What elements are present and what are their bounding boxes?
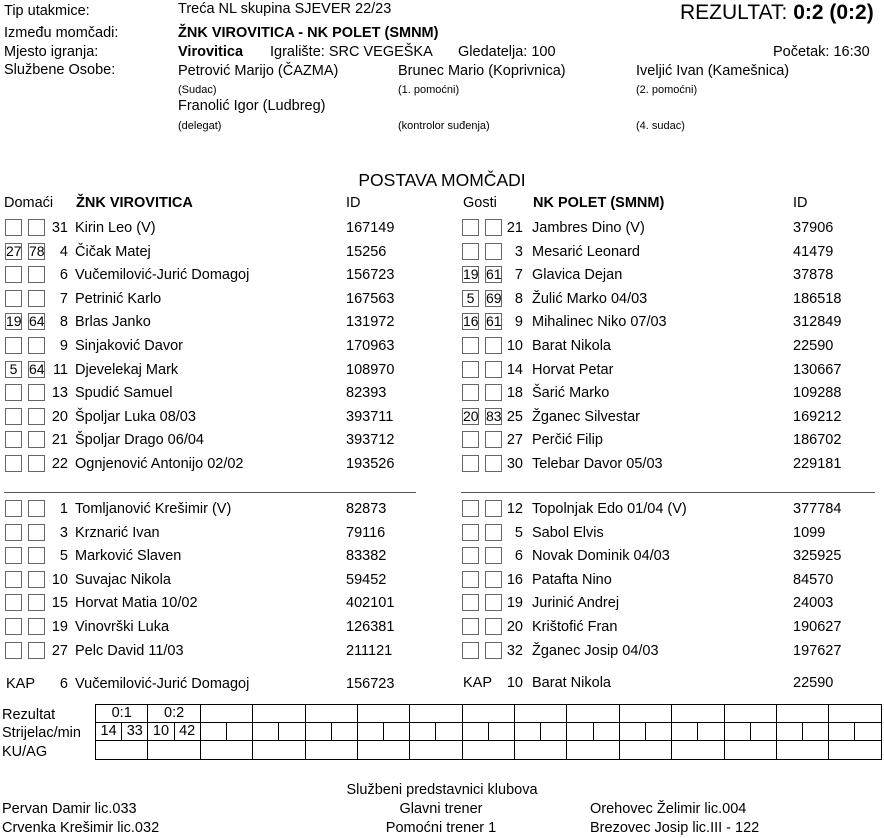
player-row xyxy=(0,524,884,544)
score-cell xyxy=(253,705,305,723)
player-id: 83382 xyxy=(346,548,387,565)
player-row xyxy=(0,290,884,310)
player-name: Žganec Josip 04/03 xyxy=(532,642,659,659)
player-id: 402101 xyxy=(346,595,395,612)
player-number: 10 xyxy=(506,338,523,354)
home-captain-label: KAP xyxy=(6,676,36,692)
player-name: Suvajac Nikola xyxy=(75,571,171,588)
player-row xyxy=(0,266,884,286)
scorer-minute-cell xyxy=(698,723,724,741)
sub-minute-box: 19 xyxy=(6,313,22,330)
score-cell xyxy=(410,705,462,723)
score-cell xyxy=(305,705,357,723)
scorer-number-cell xyxy=(829,723,855,741)
sub-minute-box xyxy=(485,219,502,236)
scorer-minute-cell: 33 xyxy=(122,723,148,741)
player-name: Krištofić Fran xyxy=(532,619,618,635)
player-id: 169212 xyxy=(793,408,842,425)
sub-minute-box xyxy=(485,243,502,260)
sub-minute-box: 61 xyxy=(486,313,502,330)
sub-minute-box: 27 xyxy=(6,242,22,259)
player-number: 1 xyxy=(59,501,68,517)
kuag-cell xyxy=(829,741,881,760)
scorer-minute-cell xyxy=(226,723,252,741)
home-assistant-coach: Crvenka Krešimir lic.032 xyxy=(2,820,160,836)
player-id: 393712 xyxy=(346,432,395,449)
player-id: 167563 xyxy=(346,290,395,307)
player-id: 82393 xyxy=(346,385,387,402)
sub-minute-box: 69 xyxy=(486,289,502,306)
player-number: 8 xyxy=(514,290,523,307)
player-number: 15 xyxy=(51,595,68,612)
player-number: 32 xyxy=(506,642,523,659)
player-id: 377784 xyxy=(793,501,842,517)
scorer-number-cell xyxy=(200,723,226,741)
player-name: Ognjenović Antonijo 02/02 xyxy=(75,456,244,472)
player-number: 20 xyxy=(51,408,68,425)
player-name: Šarić Marko xyxy=(532,385,610,402)
score-cell xyxy=(357,705,409,723)
home-captain-number: 6 xyxy=(59,676,68,692)
official-name: Brunec Mario (Koprivnica) xyxy=(398,63,566,79)
home-team-name: ŽNK VIROVITICA xyxy=(76,195,193,211)
away-assistant-coach: Brezovec Josip lic.III - 122 xyxy=(590,820,760,836)
player-name: Tomljanović Krešimir (V) xyxy=(75,501,232,517)
attendance: Gledatelja: 100 xyxy=(458,44,556,60)
player-number: 3 xyxy=(59,524,68,541)
scorer-number-cell xyxy=(305,723,331,741)
away-team-name: NK POLET (SMNM) xyxy=(533,195,665,211)
player-id: 37878 xyxy=(793,267,834,284)
sub-minute-box xyxy=(462,219,479,236)
player-id: 170963 xyxy=(346,338,395,354)
player-number: 21 xyxy=(506,220,523,236)
sub-minute-box xyxy=(462,455,479,472)
scorer-number-cell xyxy=(515,723,541,741)
match-type-value: Treća NL skupina SJEVER 22/23 xyxy=(178,1,392,17)
player-row xyxy=(0,384,884,404)
player-id: 156723 xyxy=(346,267,395,284)
between-teams-label: Između momčadi: xyxy=(4,25,119,41)
player-name: Mesarić Leonard xyxy=(532,243,640,260)
player-number: 5 xyxy=(59,548,68,565)
sub-minute-box xyxy=(462,524,479,541)
scorer-minute-cell xyxy=(279,723,305,741)
scorer-number-cell xyxy=(724,723,750,741)
player-name: Krznarić Ivan xyxy=(75,524,160,541)
sub-minute-box xyxy=(485,594,502,611)
player-name: Telebar Davor 05/03 xyxy=(532,456,663,472)
scorer-minute-cell xyxy=(645,723,671,741)
official-role: (1. pomoćni) xyxy=(398,84,460,96)
venue-label: Mjesto igranja: xyxy=(4,44,99,60)
score-cell xyxy=(829,705,881,723)
player-row xyxy=(0,219,884,239)
away-captain-number: 10 xyxy=(506,675,523,691)
scorer-number-cell: 10 xyxy=(148,723,174,741)
sub-minute-box xyxy=(485,337,502,354)
sub-minute-box xyxy=(462,337,479,354)
player-id: 41479 xyxy=(793,243,834,260)
score-cell xyxy=(724,705,776,723)
player-name: Čičak Matej xyxy=(75,243,151,260)
sub-minute-box xyxy=(485,618,502,635)
sub-minute-box xyxy=(462,618,479,635)
player-name: Perčić Filip xyxy=(532,432,603,449)
sub-minute-box xyxy=(485,524,502,541)
score-cell xyxy=(462,705,514,723)
player-name: Vinovrški Luka xyxy=(75,619,170,635)
player-id: 59452 xyxy=(346,571,387,588)
kuag-cell xyxy=(253,741,305,760)
player-id: 82873 xyxy=(346,501,387,517)
player-name: Špoljar Luka 08/03 xyxy=(75,408,196,425)
player-name: Novak Dominik 04/03 xyxy=(532,548,670,565)
player-name: Glavica Dejan xyxy=(532,267,623,284)
sub-minute-box xyxy=(462,642,479,659)
player-id: 109288 xyxy=(793,385,842,402)
player-id: 312849 xyxy=(793,314,842,331)
player-id: 167149 xyxy=(346,220,395,236)
scorer-minute-cell xyxy=(593,723,619,741)
role-head-coach: Glavni trener xyxy=(399,801,483,817)
player-number: 16 xyxy=(506,571,523,588)
official-name: Petrović Marijo (ČAZMA) xyxy=(178,63,339,79)
scorer-number-cell xyxy=(619,723,645,741)
sub-minute-box xyxy=(462,547,479,564)
sub-minute-box: 19 xyxy=(463,266,479,283)
officials-label: Službene Osobe: xyxy=(4,62,116,78)
player-number: 9 xyxy=(514,314,523,331)
away-id-header: ID xyxy=(793,195,808,211)
player-name: Brlas Janko xyxy=(75,314,151,331)
official-role: (Sudac) xyxy=(178,84,217,96)
sub-minute-box: 61 xyxy=(486,266,502,283)
player-number: 7 xyxy=(59,290,68,307)
player-id: 37906 xyxy=(793,220,834,236)
sub-minute-box xyxy=(462,431,479,448)
player-id: 22590 xyxy=(793,338,834,354)
scorer-minute-cell xyxy=(384,723,410,741)
sub-minute-box xyxy=(485,361,502,378)
player-id: 186702 xyxy=(793,432,842,449)
player-number: 11 xyxy=(52,361,68,378)
teams-value: ŽNK VIROVITICA - NK POLET (SMNM) xyxy=(178,25,439,41)
player-number: 14 xyxy=(506,361,523,378)
player-number: 12 xyxy=(506,501,523,517)
player-id: 190627 xyxy=(793,619,842,635)
home-divider xyxy=(4,492,416,493)
player-row xyxy=(0,547,884,567)
kuag-cell xyxy=(567,741,619,760)
player-row xyxy=(0,313,884,333)
away-captain-id: 22590 xyxy=(793,675,834,691)
kickoff-time: Početak: 16:30 xyxy=(773,44,870,60)
player-row xyxy=(0,408,884,428)
player-number: 6 xyxy=(514,548,523,565)
result-value: 0:2 (0:2) xyxy=(793,1,874,24)
player-number: 25 xyxy=(506,408,523,425)
sub-minute-box xyxy=(462,594,479,611)
player-id: 131972 xyxy=(346,314,395,331)
kuag-cell xyxy=(724,741,776,760)
scorer-minute-cell xyxy=(803,723,829,741)
player-row xyxy=(0,500,884,520)
home-id-header: ID xyxy=(346,195,361,211)
away-divider xyxy=(461,492,875,493)
club-officials-title: Službeni predstavnici klubova xyxy=(346,782,538,798)
kuag-cell xyxy=(619,741,671,760)
away-label: Gosti xyxy=(463,195,497,211)
sub-minute-box xyxy=(462,571,479,588)
sub-minute-box xyxy=(485,547,502,564)
player-number: 21 xyxy=(51,432,68,449)
player-name: Djevelekaj Mark xyxy=(75,361,179,378)
player-row xyxy=(0,431,884,451)
home-label: Domaći xyxy=(4,195,54,211)
score-cell xyxy=(619,705,671,723)
score-cell xyxy=(200,705,252,723)
player-row xyxy=(0,594,884,614)
scorer-number-cell xyxy=(672,723,698,741)
player-name: Špoljar Drago 06/04 xyxy=(75,432,204,449)
scorer-number-cell xyxy=(410,723,436,741)
sub-minute-box: 16 xyxy=(463,313,479,330)
player-number: 22 xyxy=(51,456,68,472)
kuag-cell xyxy=(462,741,514,760)
official-role: (2. pomoćni) xyxy=(636,84,698,96)
player-id: 84570 xyxy=(793,571,834,588)
player-name: Jambres Dino (V) xyxy=(532,220,645,236)
sub-minute-box xyxy=(485,642,502,659)
kuag-cell xyxy=(515,741,567,760)
player-row xyxy=(0,571,884,591)
player-name: Žulić Marko 04/03 xyxy=(532,290,648,307)
player-number: 6 xyxy=(59,267,68,284)
sub-minute-box xyxy=(485,571,502,588)
player-number: 18 xyxy=(506,385,523,402)
kuag-cell xyxy=(200,741,252,760)
goals-result-label: Rezultat xyxy=(2,707,56,723)
player-id: 15256 xyxy=(346,243,387,260)
player-name: Jurinić Andrej xyxy=(532,595,620,612)
score-cell: 0:2 xyxy=(148,705,200,723)
kuag-cell xyxy=(776,741,828,760)
sub-minute-box xyxy=(462,384,479,401)
player-id: 24003 xyxy=(793,595,834,612)
player-id: 186518 xyxy=(793,290,842,307)
player-name: Sinjaković Davor xyxy=(75,338,183,354)
venue-city: Virovitica xyxy=(178,44,244,60)
player-id: 1099 xyxy=(793,524,826,541)
player-name: Vučemilović-Jurić Domagoj xyxy=(75,267,250,284)
player-name: Horvat Matia 10/02 xyxy=(75,595,198,612)
kuag-cell xyxy=(148,741,200,760)
scorer-number-cell xyxy=(462,723,488,741)
away-captain-label: KAP xyxy=(463,675,493,691)
player-name: Topolnjak Edo 01/04 (V) xyxy=(532,501,687,517)
player-number: 8 xyxy=(59,314,68,331)
official-role: (delegat) xyxy=(178,120,222,132)
lineup-title: POSTAVA MOMČADI xyxy=(358,170,526,190)
player-name: Horvat Petar xyxy=(532,361,614,378)
player-number: 9 xyxy=(59,338,68,354)
home-head-coach: Pervan Damir lic.033 xyxy=(2,801,137,817)
sub-minute-box: 78 xyxy=(29,242,45,259)
score-cell xyxy=(567,705,619,723)
official-name: Iveljić Ivan (Kamešnica) xyxy=(636,63,790,79)
player-name: Mihalinec Niko 07/03 xyxy=(532,314,667,331)
away-head-coach: Orehovec Želimir lic.004 xyxy=(590,801,747,817)
scorer-number-cell xyxy=(253,723,279,741)
goals-scorer-label: Strijelac/min xyxy=(2,725,81,741)
player-number: 7 xyxy=(514,267,523,284)
player-id: 79116 xyxy=(346,524,386,541)
player-name: Pelc David 11/03 xyxy=(75,642,184,659)
scorer-number-cell xyxy=(567,723,593,741)
goals-grid xyxy=(95,704,882,760)
sub-minute-box xyxy=(485,455,502,472)
player-id: 130667 xyxy=(793,361,842,378)
score-cell xyxy=(776,705,828,723)
scorer-number-cell xyxy=(357,723,383,741)
player-id: 126381 xyxy=(346,619,395,635)
player-name: Marković Slaven xyxy=(75,548,182,565)
player-number: 19 xyxy=(506,595,523,612)
player-number: 20 xyxy=(506,619,523,635)
player-number: 27 xyxy=(506,432,523,449)
player-id: 229181 xyxy=(793,456,842,472)
player-name: Sabol Elvis xyxy=(532,524,604,541)
sub-minute-box xyxy=(462,243,479,260)
scorer-minute-cell xyxy=(331,723,357,741)
score-cell: 0:1 xyxy=(96,705,148,723)
official-role: (kontrolor suđenja) xyxy=(398,120,490,132)
player-name: Kirin Leo (V) xyxy=(75,220,156,236)
result-heading xyxy=(680,2,874,23)
score-cell xyxy=(515,705,567,723)
sub-minute-box xyxy=(462,361,479,378)
kuag-cell xyxy=(672,741,724,760)
player-name: Žganec Silvestar xyxy=(532,408,640,425)
sub-minute-box: 64 xyxy=(29,313,45,330)
player-row xyxy=(0,455,884,475)
player-number: 13 xyxy=(51,385,68,402)
player-number: 19 xyxy=(51,619,68,635)
goals-kuag-label: KU/AG xyxy=(2,744,48,760)
scorer-number-cell xyxy=(776,723,802,741)
result-label: REZULTAT: xyxy=(680,1,788,24)
player-id: 211121 xyxy=(346,642,393,659)
official-name: Franolić Igor (Ludbreg) xyxy=(178,98,326,114)
role-assistant-coach: Pomoćni trener 1 xyxy=(385,820,497,836)
kuag-cell xyxy=(410,741,462,760)
scorer-minute-cell xyxy=(541,723,567,741)
player-name: Petrinić Karlo xyxy=(75,290,162,307)
player-row xyxy=(0,618,884,638)
player-id: 393711 xyxy=(346,408,394,425)
sub-minute-box xyxy=(485,500,502,517)
player-id: 325925 xyxy=(793,548,842,565)
scorer-minute-cell xyxy=(855,723,881,741)
player-row xyxy=(0,361,884,381)
scorer-minute-cell: 42 xyxy=(174,723,200,741)
player-number: 27 xyxy=(51,642,68,659)
sub-minute-box: 64 xyxy=(29,360,45,377)
away-captain-name: Barat Nikola xyxy=(532,675,611,691)
player-row xyxy=(0,337,884,357)
player-name: Spudić Samuel xyxy=(75,385,173,402)
player-number: 10 xyxy=(51,571,68,588)
official-role: (4. sudac) xyxy=(636,120,685,132)
sub-minute-box: 5 xyxy=(462,290,479,307)
sub-minute-box: 20 xyxy=(463,407,479,424)
player-number: 4 xyxy=(59,243,68,260)
player-number: 31 xyxy=(51,220,68,236)
player-id: 197627 xyxy=(793,642,842,659)
player-number: 30 xyxy=(506,456,523,472)
sub-minute-box: 83 xyxy=(486,407,502,424)
scorer-minute-cell xyxy=(488,723,514,741)
home-captain-name: Vučemilović-Jurić Domagoj xyxy=(75,676,250,692)
player-row xyxy=(0,243,884,263)
match-type-label: Tip utakmice: xyxy=(4,3,90,19)
sub-minute-box xyxy=(485,431,502,448)
kuag-cell xyxy=(305,741,357,760)
scorer-number-cell: 14 xyxy=(96,723,122,741)
kuag-cell xyxy=(357,741,409,760)
player-name: Patafta Nino xyxy=(532,571,612,588)
sub-minute-box xyxy=(485,384,502,401)
player-number: 3 xyxy=(514,243,523,260)
player-id: 108970 xyxy=(346,361,395,378)
sub-minute-box xyxy=(462,500,479,517)
home-captain-id: 156723 xyxy=(346,676,395,692)
scorer-minute-cell xyxy=(436,723,462,741)
player-id: 193526 xyxy=(346,456,395,472)
scorer-minute-cell xyxy=(750,723,776,741)
sub-minute-box: 5 xyxy=(5,361,22,378)
player-number: 5 xyxy=(514,524,523,541)
score-cell xyxy=(672,705,724,723)
kuag-cell xyxy=(96,741,148,760)
venue-ground: Igralište: SRC VEGEŠKA xyxy=(270,44,433,60)
player-name: Barat Nikola xyxy=(532,338,611,354)
player-row xyxy=(0,642,884,662)
